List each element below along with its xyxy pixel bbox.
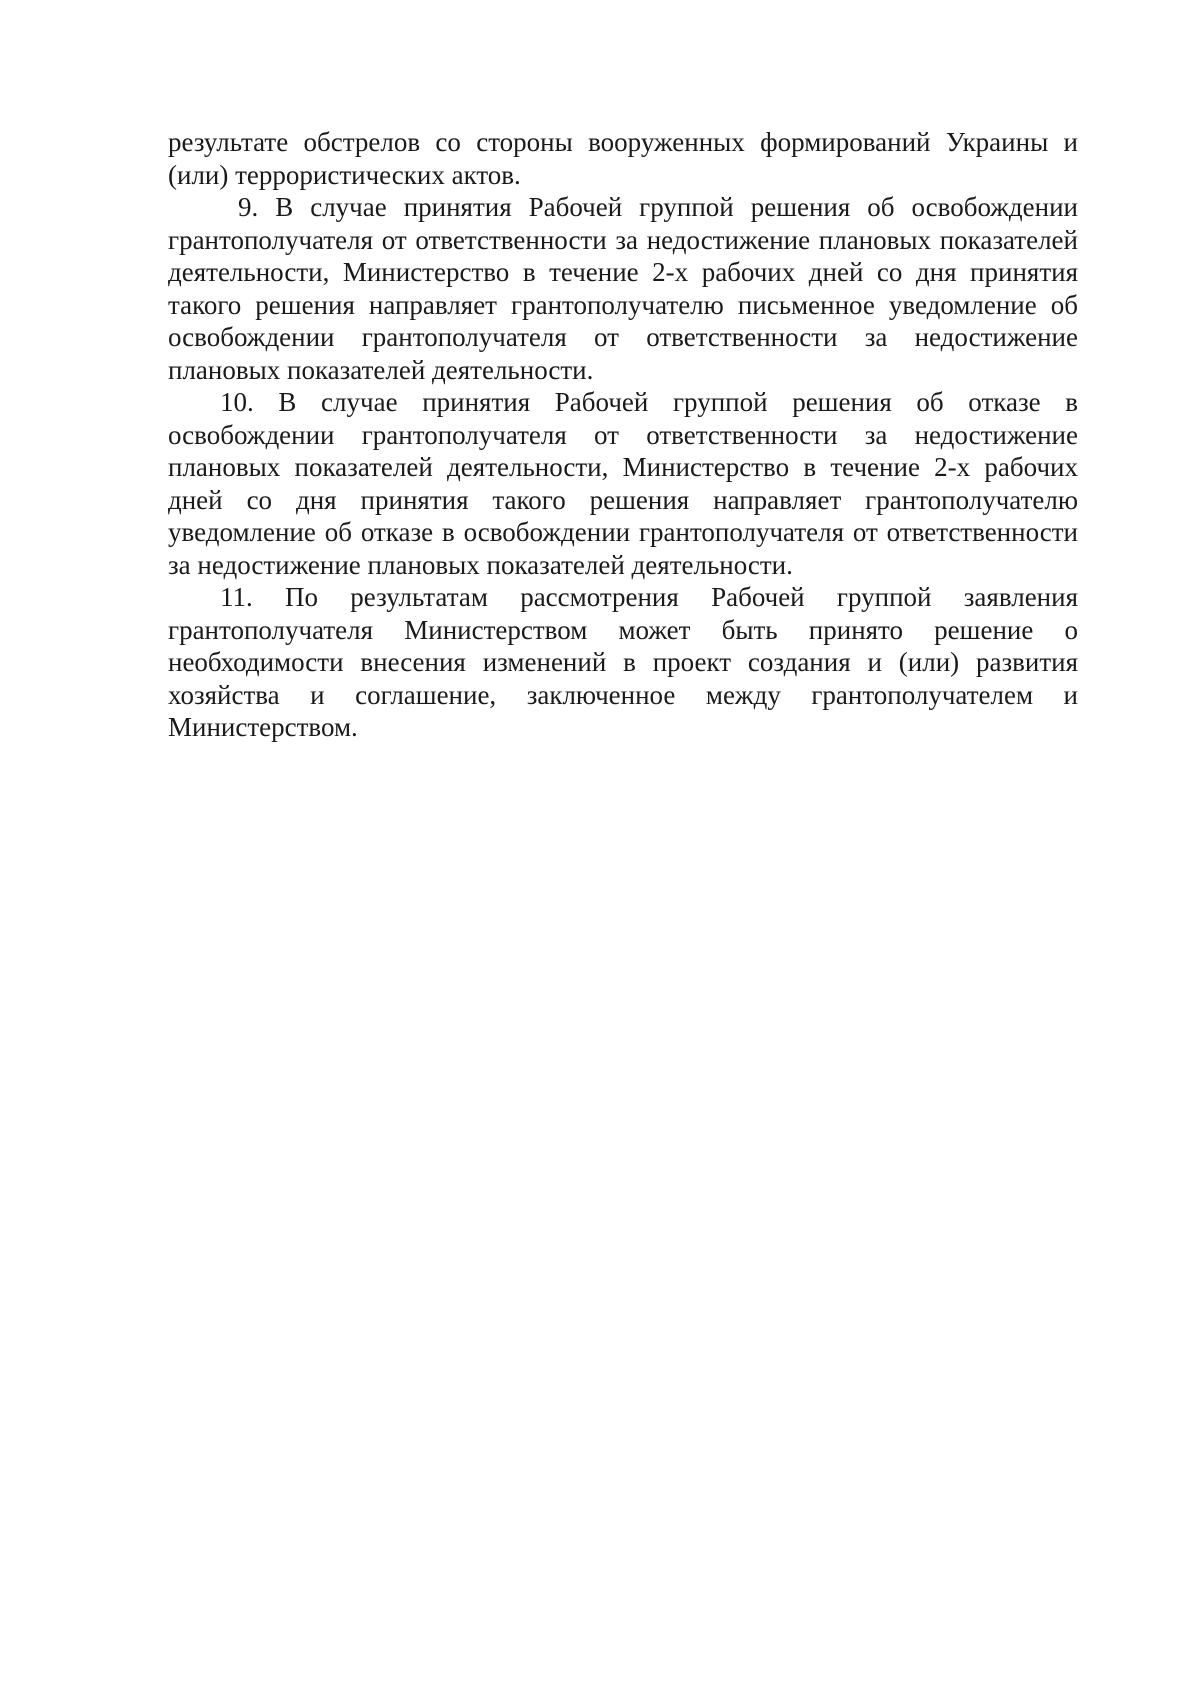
document-body xyxy=(168,126,1078,744)
paragraph-continuation: результате обстрелов со стороны вооруженных формирований Украины и (или) террористических актов. xyxy=(168,127,1078,190)
paragraph-item-9: 9. В случае принятия Рабочей группой решения об освобождении грантополучателя от ответственности за недостижение плановых показателей деятельности, Министерство в течение 2-х рабочих дней со дня принятия такого решения направляет грантополучателю письменное уведомление об освобождении грантополучателя от ответственности за недостижение плановых показателей деятельности. xyxy=(168,192,1078,385)
paragraph-item-10: 10. В случае принятия Рабочей группой решения об отказе в освобождении грантополучателя от ответственности за недостижение плановых показателей деятельности, Министерство в течение 2-х рабочих дней со дня принятия такого решения направляет грантополучателю уведомление об отказе в освобождении грантополучателя от ответственности за недостижение плановых показателей деятельности. xyxy=(168,387,1078,580)
paragraph-item-11: 11. По результатам рассмотрения Рабочей группой заявления грантополучателя Министерством может быть принято решение о необходимости внесения изменений в проект создания и (или) развития хозяйства и соглашение, заключенное между грантополучателем и Министерством. xyxy=(168,582,1078,742)
